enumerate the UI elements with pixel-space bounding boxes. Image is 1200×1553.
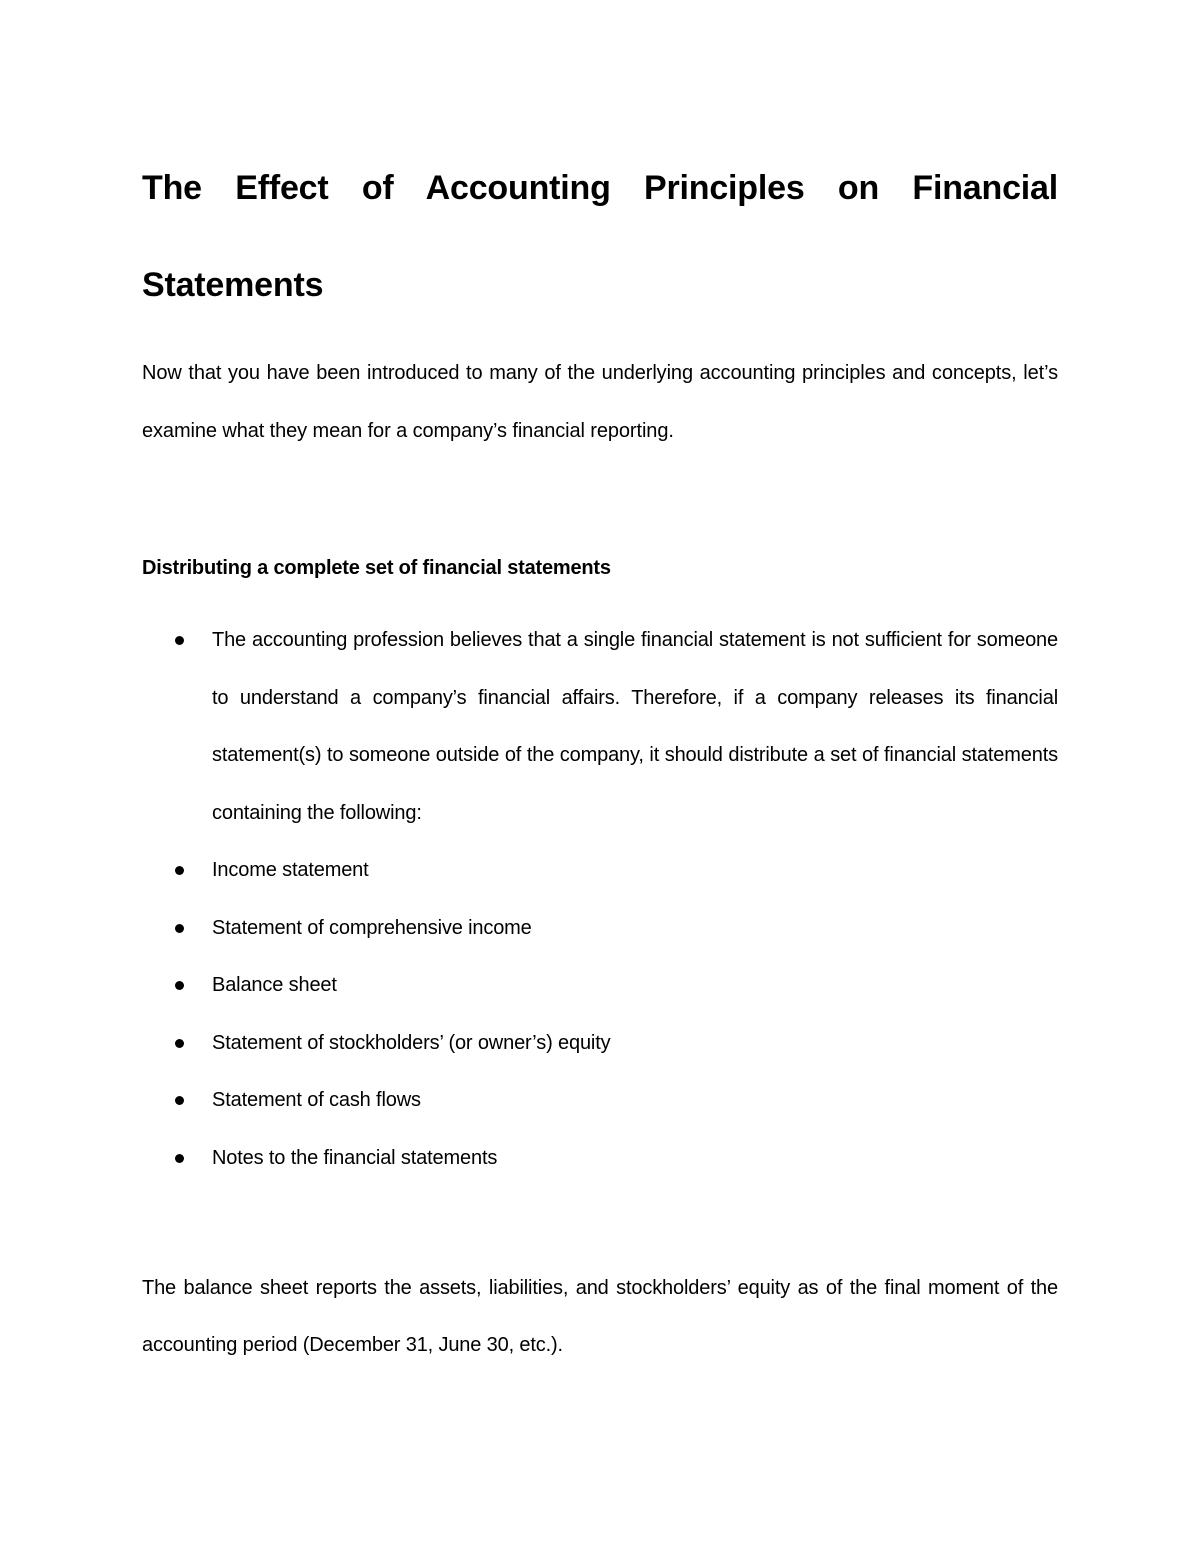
list-item	[142, 1072, 1058, 1130]
list-item-text: Income statement	[212, 859, 369, 881]
bullet-icon	[175, 924, 184, 933]
list-item-text: Statement of comprehensive income	[212, 916, 532, 939]
bullet-icon	[175, 981, 184, 990]
intro-paragraph: Now that you have been introduced to many of the underlying accounting principles and concepts, let’s examine what they mean for a company’s financial reporting.	[142, 362, 1058, 442]
page-title-line-2: Statements	[142, 266, 324, 304]
bullet-icon	[175, 866, 184, 875]
list-item	[142, 612, 1058, 842]
bullet-icon	[175, 1154, 184, 1163]
closing-paragraph: The balance sheet reports the assets, liabilities, and stockholders’ equity as of the final moment of the accounting period (December 31, June 30, etc.).	[142, 1277, 1058, 1356]
list-item-text: Balance sheet	[212, 974, 337, 996]
list-item-text: Statement of stockholders’ (or owner’s) equity	[212, 1031, 611, 1054]
list-item	[142, 1130, 1058, 1188]
section-heading: Distributing a complete set of financial statements	[142, 557, 611, 579]
list-item-text: Statement of cash flows	[212, 1089, 421, 1111]
page-title	[142, 140, 1058, 334]
bullet-icon	[175, 1096, 184, 1105]
list-item	[142, 900, 1058, 958]
bullet-icon	[175, 1039, 184, 1048]
list-item	[142, 957, 1058, 1015]
list-item-text: The accounting profession believes that a single financial statement is not sufficient for someone to understand a company’s financial affairs. Therefore, if a company releases its financial statement(s) to someone outside of the company, it should distribute a set of financial statements containing the following:	[212, 629, 1058, 824]
document-page	[142, 0, 1058, 1553]
list-item-text: Notes to the financial statements	[212, 1146, 498, 1169]
page-title-line-1: The Effect of Accounting Principles on Financial	[142, 169, 1058, 207]
list-item	[142, 842, 1058, 900]
list-item	[142, 1015, 1058, 1073]
bullet-icon	[175, 636, 184, 645]
bullet-list	[142, 612, 1058, 1187]
